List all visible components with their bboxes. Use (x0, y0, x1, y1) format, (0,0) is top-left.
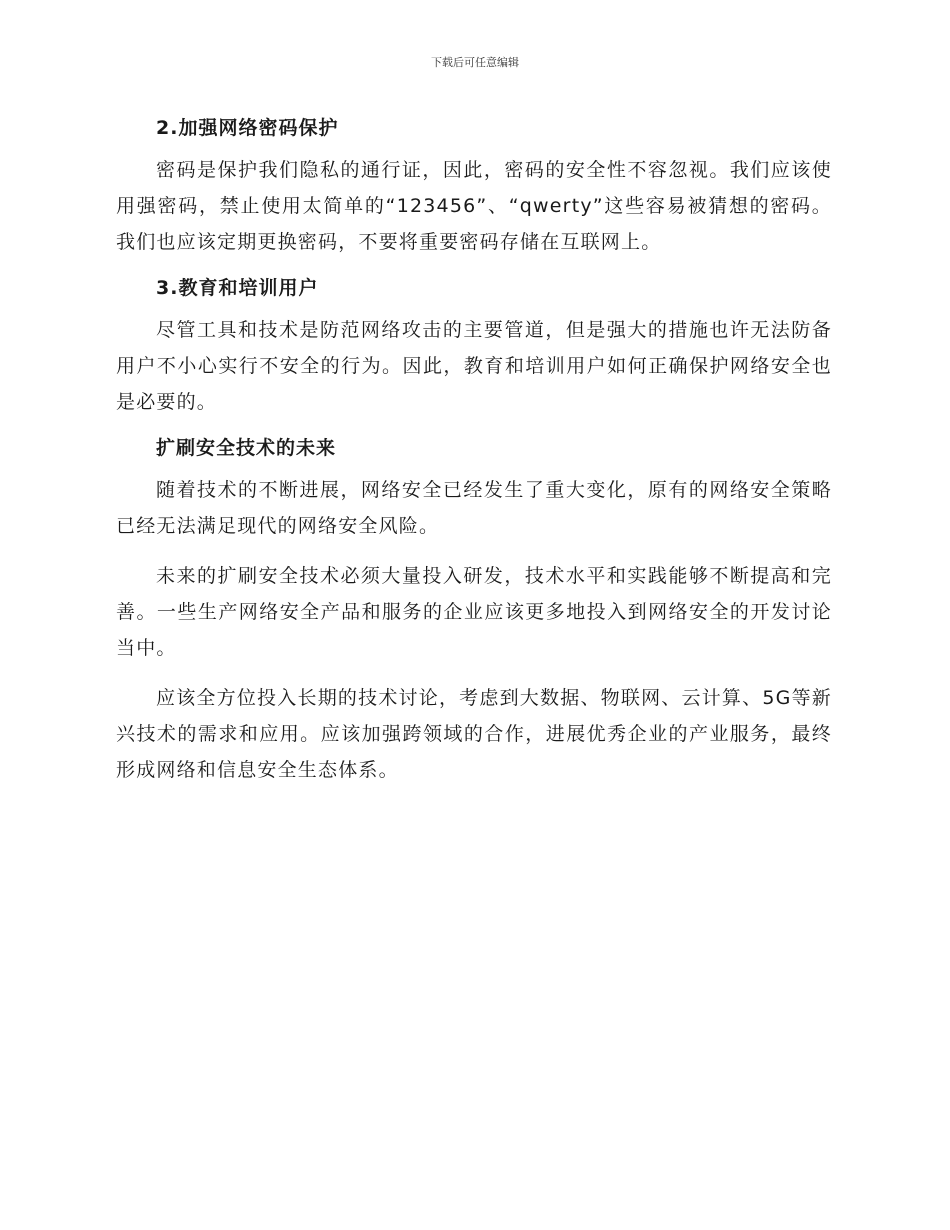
paragraph-future-2: 未来的扩刷安全技术必须大量投入研发，技术水平和实践能够不断提高和完善。一些生产网络安全产品和服务的企业应该更多地投入到网络安全的开发讨论当中。 (116, 565, 832, 659)
section-heading-password: 2.加强网络密码保护 (156, 117, 339, 139)
paragraph-future-3: 应该全方位投入长期的技术讨论，考虑到大数据、物联网、云计算、5G等新兴技术的需求和应用。应该加强跨领域的合作，进展优秀企业的产业服务，最终形成网络和信息安全生态体系。 (116, 687, 832, 781)
section-heading-training: 3.教育和培训用户 (156, 277, 319, 299)
page-header: 下载后可任意编辑 (431, 56, 519, 69)
document-body (116, 114, 832, 802)
paragraph-password: 密码是保护我们隐私的通行证，因此，密码的安全性不容忽视。我们应该使用强密码，禁止使用太简单的“123456”、“qwerty”这些容易被猜想的密码。我们也应该定期更换密码，不要将重要密码存储在互联网上。 (116, 159, 832, 253)
paragraph-training: 尽管工具和技术是防范网络攻击的主要管道，但是强大的措施也许无法防备用户不小心实行不安全的行为。因此，教育和培训用户如何正确保护网络安全也是必要的。 (116, 319, 832, 413)
paragraph-future-1: 随着技术的不断进展，网络安全已经发生了重大变化，原有的网络安全策略已经无法满足现代的网络安全风险。 (116, 479, 832, 537)
section-heading-future: 扩刷安全技术的未来 (156, 437, 337, 459)
